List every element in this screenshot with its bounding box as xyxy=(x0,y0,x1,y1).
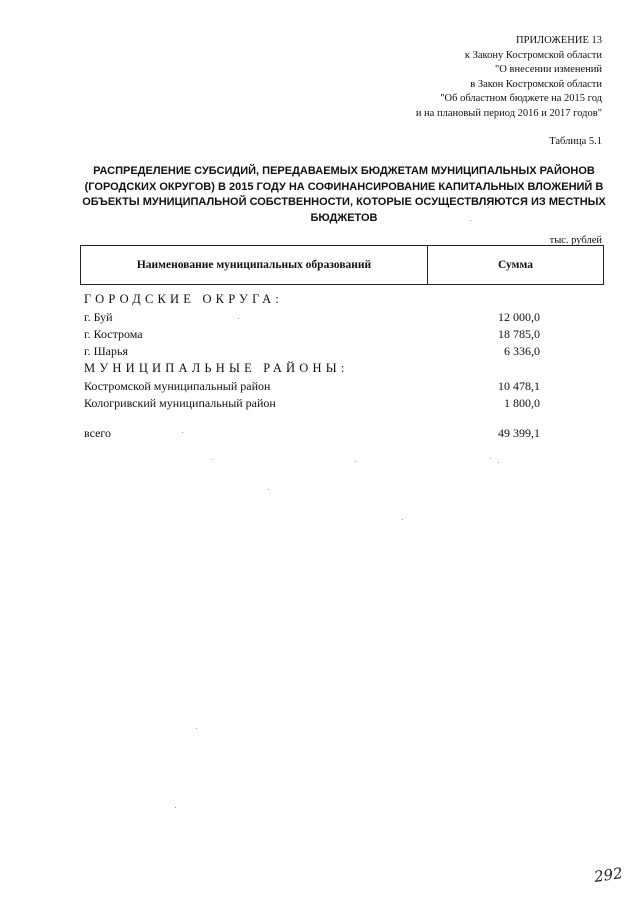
header-line: в Закон Костромской области xyxy=(470,78,602,90)
units-label: тыс. рублей xyxy=(549,235,602,246)
table-number: Таблица 5.1 xyxy=(549,136,602,147)
table-header xyxy=(80,245,604,285)
scan-speck xyxy=(175,807,176,808)
document-title xyxy=(80,164,608,226)
appendix-header xyxy=(416,34,602,122)
row-value: 12 000,0 xyxy=(498,310,540,324)
header-line: ПРИЛОЖЕНИЕ 13 xyxy=(516,35,602,46)
total-label: всего xyxy=(84,426,112,440)
scan-speck xyxy=(498,462,499,463)
scan-speck xyxy=(355,461,356,462)
table-row xyxy=(84,344,540,360)
section-municipal-districts: МУНИЦИПАЛЬНЫЕ РАЙОНЫ: xyxy=(84,361,349,375)
scan-speck xyxy=(238,318,239,319)
handwritten-page-number: 292 xyxy=(592,864,624,886)
header-line: и на плановый период 2016 и 2017 годов" xyxy=(415,107,602,119)
column-header-sum: Сумма xyxy=(498,259,533,271)
scan-speck xyxy=(470,220,471,221)
table-row xyxy=(84,379,540,395)
title-line: РАСПРЕДЕЛЕНИЕ СУБСИДИЙ, ПЕРЕДАВАЕМЫХ БЮДЖЕТАМ МУНИЦИПАЛЬНЫХ РАЙОНОВ xyxy=(93,165,595,177)
row-name: Кологривский муниципальный район xyxy=(84,396,276,410)
table-row xyxy=(84,396,540,412)
row-value: 18 785,0 xyxy=(498,327,540,341)
title-line: ОБЪЕКТЫ МУНИЦИПАЛЬНОЙ СОБСТВЕННОСТИ, КОТОРЫЕ ОСУЩЕСТВЛЯЮТСЯ ИЗ МЕСТНЫХ xyxy=(82,196,606,208)
row-name: г. Кострома xyxy=(84,327,143,341)
scan-speck xyxy=(490,458,491,459)
scan-speck xyxy=(268,489,269,490)
row-name: г. Буй xyxy=(84,310,113,324)
row-name: г. Шарья xyxy=(84,344,128,358)
scan-speck xyxy=(182,432,183,433)
table-row xyxy=(84,310,540,326)
section-urban-districts: ГОРОДСКИЕ ОКРУГА: xyxy=(84,292,284,306)
header-line: "Об областном бюджете на 2015 год xyxy=(440,93,602,105)
scan-speck xyxy=(402,519,403,520)
header-line: "О внесении изменений xyxy=(495,64,602,76)
header-line: к Закону Костромской области xyxy=(464,49,602,61)
scan-speck xyxy=(196,728,197,729)
row-value: 10 478,1 xyxy=(498,379,540,393)
total-row xyxy=(84,426,540,442)
row-value: 6 336,0 xyxy=(504,344,540,358)
column-header-name: Наименование муниципальных образований xyxy=(81,246,428,284)
title-line: БЮДЖЕТОВ xyxy=(310,211,378,224)
table-row xyxy=(84,327,540,343)
title-line: (ГОРОДСКИХ ОКРУГОВ) В 2015 ГОДУ НА СОФИНАНСИРОВАНИЕ КАПИТАЛЬНЫХ ВЛОЖЕНИЙ В xyxy=(84,180,604,193)
scan-speck xyxy=(212,459,213,460)
row-value: 1 800,0 xyxy=(504,396,540,410)
total-value: 49 399,1 xyxy=(498,426,540,440)
row-name: Костромской муниципальный район xyxy=(84,379,271,393)
